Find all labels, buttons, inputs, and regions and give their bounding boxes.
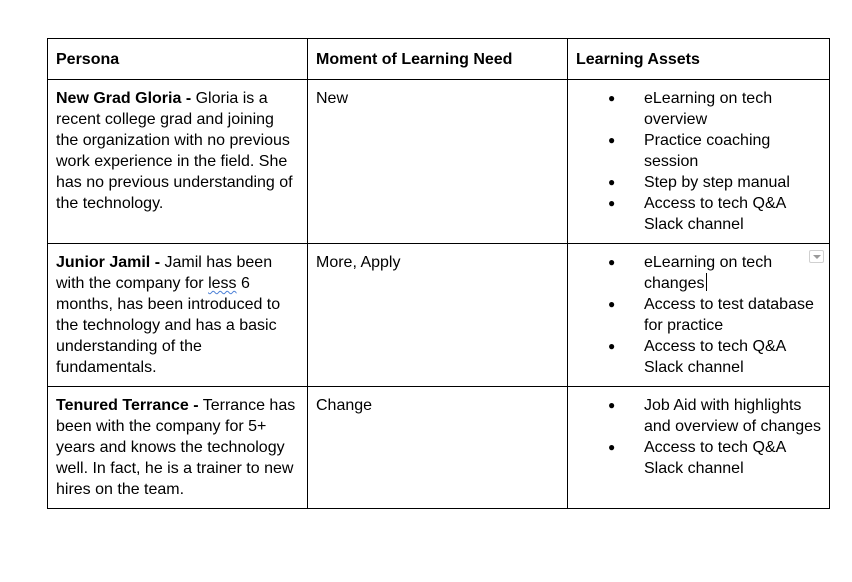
list-item: ● Access to tech Q&A Slack channel: [636, 336, 821, 378]
moment-text: Change: [316, 397, 373, 414]
persona-description: Gloria is a recent college grad and joining the organization with no previous work experience in the field. She has no previous understanding of the technology.: [56, 90, 293, 212]
moment-cell[interactable]: [308, 387, 568, 509]
list-item: ● Access to test database for practice: [636, 294, 821, 336]
table-header-row: [48, 39, 830, 80]
moment-text: New: [316, 90, 349, 107]
header-persona[interactable]: Persona: [48, 39, 308, 80]
list-item: ● Step by step manual: [636, 172, 821, 193]
persona-name: New Grad Gloria -: [56, 90, 192, 107]
persona-cell[interactable]: [48, 387, 308, 509]
misspelled-word[interactable]: less: [208, 275, 237, 292]
persona-name: Junior Jamil -: [56, 254, 161, 271]
list-item: ● eLearning on tech overview: [636, 88, 821, 130]
list-item: ● Access to tech Q&A Slack channel: [636, 193, 821, 235]
persona-cell[interactable]: [48, 80, 308, 244]
persona-cell[interactable]: [48, 244, 308, 387]
persona-description: Terrance has been with the company for 5+ years and knows the technology well. In fact, he is a trainer to new hires on the team.: [56, 397, 296, 498]
list-item: [636, 252, 821, 294]
persona-table: [47, 38, 830, 509]
moment-cell[interactable]: [308, 80, 568, 244]
moment-cell[interactable]: [308, 244, 568, 387]
assets-list: [576, 252, 821, 378]
moment-text: More, Apply: [316, 254, 401, 271]
persona-description: Jamil has been with the company for: [56, 254, 273, 292]
assets-cell[interactable]: [568, 244, 830, 387]
assets-list: [576, 395, 821, 479]
list-item: ● Practice coaching session: [636, 130, 821, 172]
text-cursor: [706, 273, 707, 291]
list-item: ● Job Aid with highlights and overview of changes: [636, 395, 821, 437]
list-item-text: eLearning on tech changes: [644, 254, 773, 292]
header-moment[interactable]: Moment of Learning Need: [308, 39, 568, 80]
assets-cell-wrap: [576, 252, 821, 378]
table-row: [48, 387, 830, 509]
assets-cell[interactable]: [568, 387, 830, 509]
persona-description: 6 months, has been introduced to the technology and has a basic understanding of the fundamentals.: [56, 275, 281, 376]
persona-name: Tenured Terrance -: [56, 397, 199, 414]
table-row: [48, 244, 830, 387]
header-assets[interactable]: Learning Assets: [568, 39, 830, 80]
assets-cell[interactable]: [568, 80, 830, 244]
table-row: [48, 80, 830, 244]
assets-list: [576, 88, 821, 235]
list-item: ● Access to tech Q&A Slack channel: [636, 437, 821, 479]
